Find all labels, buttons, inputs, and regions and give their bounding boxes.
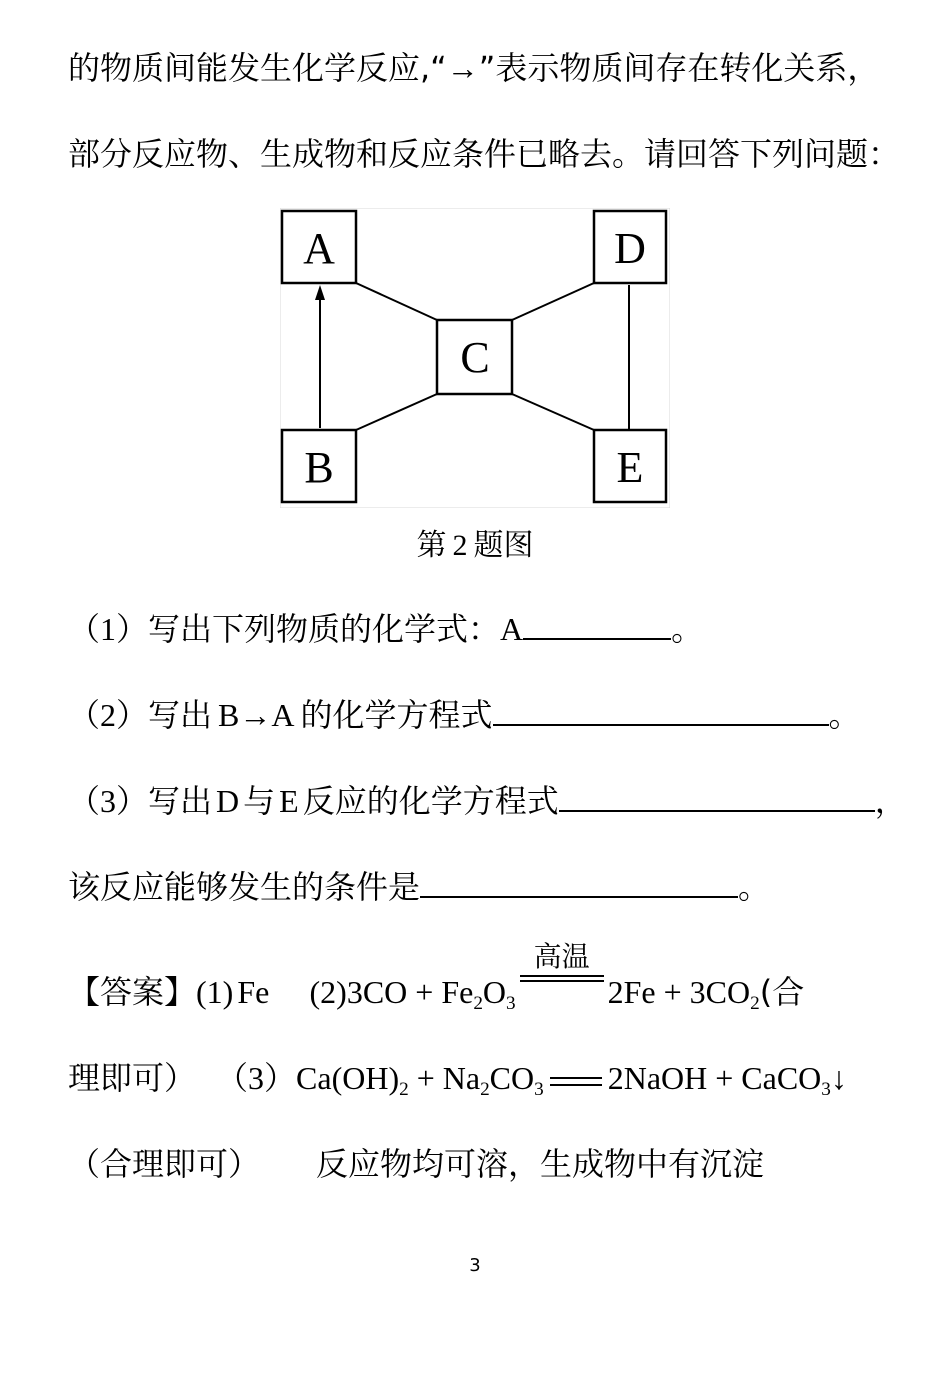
q1-item: A [500, 611, 524, 647]
answer-2-left: $3CO + Fe_2O_3$ [346, 974, 516, 1014]
q2-label: （2） [68, 697, 149, 733]
condition-arrow [520, 940, 604, 1003]
question-3: （3）写出 D 与 E 反应的化学方程式 ， [68, 782, 907, 820]
node-label-e: E [616, 443, 644, 492]
question-3-condition: 该反应能够发生的条件是 。 [68, 868, 771, 906]
question-2: （2）写出 B→A 的化学方程式 。 [68, 696, 861, 734]
question-1: （1）写出下列物质的化学式：A 。 [68, 610, 704, 648]
answer-2-right: $2Fe + 3CO_2$ [607, 974, 760, 1014]
page-number: 3 [469, 1255, 481, 1276]
node-label-d: D [614, 224, 646, 273]
intro-text-b: ”表示物质间存在转化关系， [478, 49, 880, 87]
q1-label: （1） [68, 611, 149, 647]
intro-text-a: 的物质间能发生化学反应,“ [68, 49, 447, 87]
intro-line-1 [68, 48, 879, 88]
q1-text: 写出下列物质的化学式： [148, 610, 501, 648]
q3-condition-blank[interactable] [420, 866, 738, 898]
q3-label: （3） [68, 783, 149, 819]
answer-line-3: （合理即可） 反应物均可溶，生成物中有沉淀 [68, 1145, 765, 1183]
q1-answer-blank[interactable] [523, 608, 671, 640]
answer-line-2: 理即可） $(3)Ca(OH)_2 + Na_2CO_3$ 2NaOH + CaCO$_3$↓ [68, 1059, 847, 1100]
q3-answer-blank[interactable] [559, 780, 875, 812]
figure-caption: 第 2 题图 [416, 528, 534, 563]
q2-reaction: B→A [218, 697, 295, 733]
condition-label: 高温 [533, 940, 590, 973]
intro-line-2: 部分反应物、生成物和反应条件已略去。请回答下列问题： [68, 135, 901, 173]
answer-3-equation: $Ca(OH)_2 + Na_2CO_3$ 2NaOH + CaCO$_3$↓ [296, 1060, 847, 1100]
arrow-symbol: → [446, 50, 479, 86]
node-label-a: A [303, 224, 335, 273]
node-label-b: B [304, 443, 334, 492]
node-label-c: C [460, 333, 490, 382]
answer-1: Fe [237, 974, 270, 1010]
answer-line-1: 【答案】(1) Fe $(2)3CO + Fe_2O_3$ 高温 $2Fe + 3CO_2$(合 [68, 972, 804, 1012]
q2-answer-blank[interactable] [493, 694, 829, 726]
answer-3-condition: 反应物均可溶，生成物中有沉淀 [316, 1145, 765, 1183]
reaction-diagram [280, 208, 670, 508]
answer-bracket: 【答案】 [68, 973, 197, 1011]
